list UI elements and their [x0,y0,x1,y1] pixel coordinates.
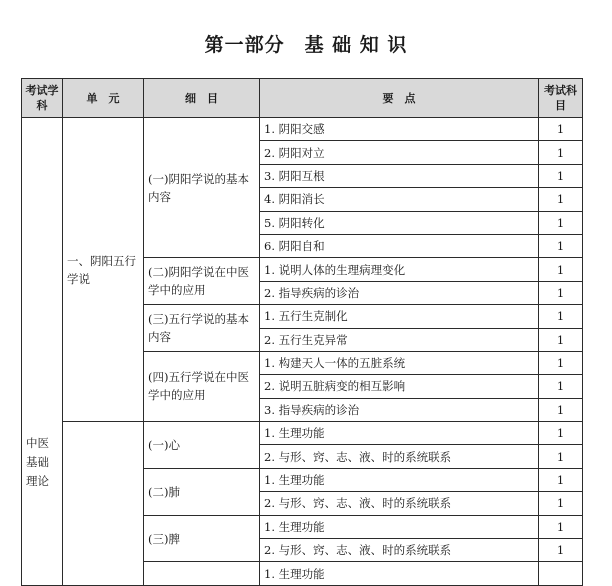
page-title: 第一部分 基 础 知 识 [204,34,408,56]
header-level: 考试科目 [539,79,583,118]
point-cell: 1. 生理功能 [260,422,539,445]
level-cell: 1 [539,188,583,211]
syllabus-table [21,78,583,586]
level-cell: 1 [539,445,583,468]
level-cell: 1 [539,164,583,187]
level-cell: 1 [539,351,583,374]
point-cell: 2. 指导疾病的诊治 [260,281,539,304]
unit-cell: 一、阴阳五行学说 [63,118,144,422]
point-cell: 2. 与形、窍、志、液、时的系统联系 [260,445,539,468]
level-cell: 1 [539,422,583,445]
level-cell: 1 [539,211,583,234]
level-cell: 1 [539,118,583,141]
detail-cell: (四)五行学说在中医学中的应用 [144,351,260,421]
level-cell: 1 [539,234,583,257]
level-cell: 1 [539,281,583,304]
level-cell: 1 [539,468,583,491]
header-unit: 单 元 [63,79,144,118]
point-cell: 1. 生理功能 [260,515,539,538]
point-cell: 2. 与形、窍、志、液、时的系统联系 [260,539,539,562]
point-cell: 1. 生理功能 [260,562,539,585]
point-cell: 1. 生理功能 [260,468,539,491]
point-cell: 6. 阴阳自和 [260,234,539,257]
point-cell: 2. 与形、窍、志、液、时的系统联系 [260,492,539,515]
header-detail: 细 目 [144,79,260,118]
detail-cell: (三)脾 [144,515,260,562]
point-cell: 1. 阴阳交感 [260,118,539,141]
unit-cell-empty [63,422,144,586]
detail-cell: (三)五行学说的基本内容 [144,305,260,352]
detail-cell: (二)肺 [144,468,260,515]
level-cell: 1 [539,515,583,538]
point-cell: 1. 说明人体的生理病理变化 [260,258,539,281]
level-cell: 1 [539,141,583,164]
point-cell: 2. 五行生克异常 [260,328,539,351]
point-cell: 4. 阴阳消长 [260,188,539,211]
level-cell: 1 [539,398,583,421]
detail-cell: (二)阴阳学说在中医学中的应用 [144,258,260,305]
point-cell: 2. 说明五脏病变的相互影响 [260,375,539,398]
level-cell: 1 [539,492,583,515]
table-row [22,422,583,445]
table-row [22,118,583,141]
level-cell: 1 [539,258,583,281]
point-cell: 1. 五行生克制化 [260,305,539,328]
point-cell: 3. 阴阳互根 [260,164,539,187]
header-row [22,79,583,118]
subject-cell: 中医基础理论 [22,118,63,586]
header-points: 要 点 [260,79,539,118]
point-cell: 5. 阴阳转化 [260,211,539,234]
detail-cell: (一)心 [144,422,260,469]
point-cell: 3. 指导疾病的诊治 [260,398,539,421]
level-cell: 1 [539,539,583,562]
header-subject: 考试学科 [22,79,63,118]
detail-cell: (一)阴阳学说的基本内容 [144,118,260,258]
level-cell: 1 [539,375,583,398]
point-cell: 1. 构建天人一体的五脏系统 [260,351,539,374]
point-cell: 2. 阴阳对立 [260,141,539,164]
level-cell: 1 [539,305,583,328]
level-cell: 1 [539,328,583,351]
